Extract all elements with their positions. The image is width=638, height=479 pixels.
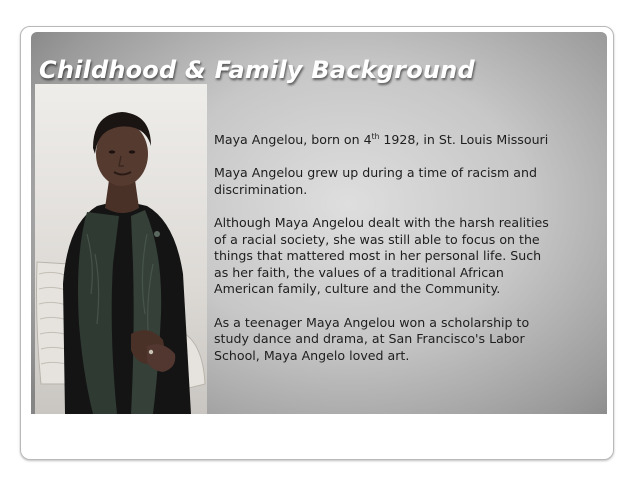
ordinal-suffix: th xyxy=(371,132,380,141)
slide-frame xyxy=(20,26,614,460)
birth-text-end: 1928, in St. Louis Missouri xyxy=(379,132,549,147)
portrait-illustration xyxy=(35,84,207,414)
portrait-photo xyxy=(35,84,207,414)
paragraph-birth xyxy=(214,132,559,149)
paragraph-scholarship: As a teenager Maya Angelou won a scholarship to study dance and drama, at San Francisco's Labor School, Maya Angelo loved art. xyxy=(214,314,530,363)
birth-text-start: Maya Angelou, born on 4 xyxy=(214,132,372,147)
content-panel xyxy=(31,32,607,414)
paragraph-values: Although Maya Angelou dealt with the harsh realities of a racial society, she was still able to focus on the things that mattered most in her personal life. Such as her faith, the values of a traditional African American family, culture and the Community. xyxy=(214,214,549,297)
slide-title: Childhood & Family Background xyxy=(39,56,475,84)
paragraph-racism: Maya Angelou grew up during a time of racism and discrimination. xyxy=(214,165,538,197)
body-text xyxy=(214,132,559,364)
